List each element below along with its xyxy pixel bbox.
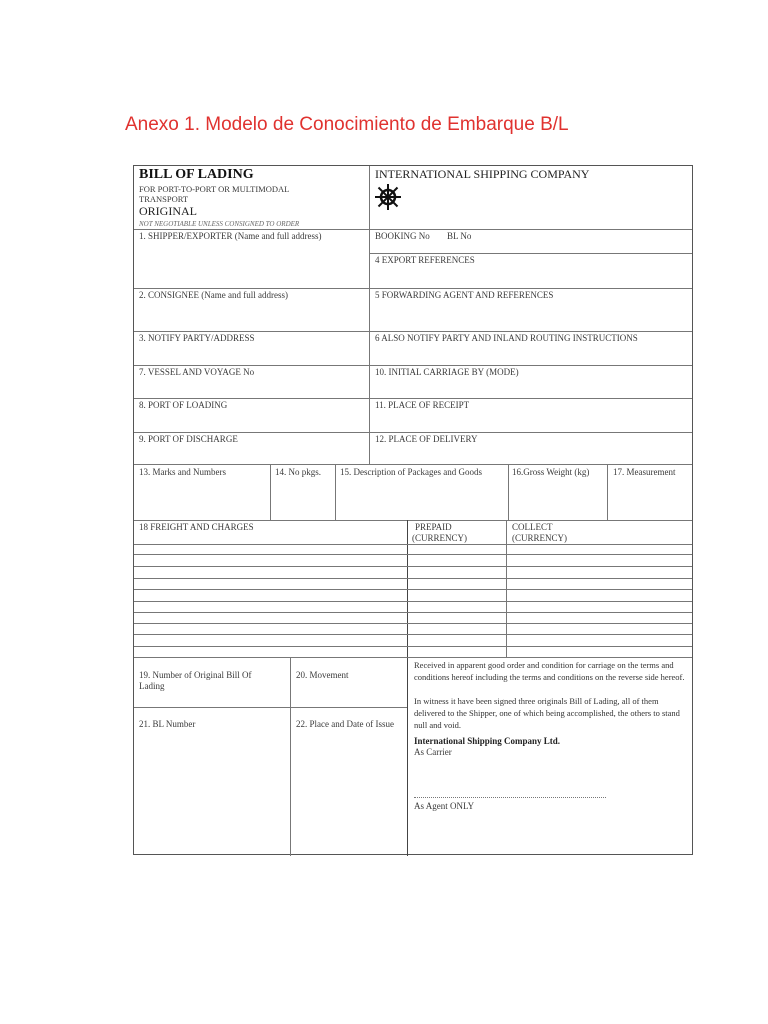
vessel-voyage-label: 7. VESSEL AND VOYAGE No [139,367,255,377]
bill-of-lading-form [133,165,693,855]
movement-label: 20. Movement [296,670,349,680]
consignee-field-label: 2. CONSIGNEE (Name and full address) [139,290,288,300]
marks-numbers-label: 13. Marks and Numbers [139,467,226,477]
place-date-issue-label: 22. Place and Date of Issue [296,719,394,729]
ship-wheel-icon [374,183,402,211]
initial-carriage-label: 10. INITIAL CARRIAGE BY (MODE) [375,367,519,377]
prepaid-label: PREPAID [415,522,452,532]
export-references-label: 4 EXPORT REFERENCES [375,255,475,265]
booking-field-label: BOOKING No [375,231,430,241]
collect-label: COLLECT [512,522,553,532]
form-subtitle-line2: TRANSPORT [139,194,189,204]
carrier-name-text: International Shipping Company Ltd. [414,736,561,746]
agent-signature-line [414,797,606,798]
not-negotiable-note: NOT NEGOTIABLE UNLESS CONSIGNED TO ORDER [139,220,300,228]
forwarding-agent-label: 5 FORWARDING AGENT AND REFERENCES [375,290,554,300]
as-agent-label: As Agent ONLY [414,801,475,811]
witness-clause-text: In witness it have been signed three originals Bill of Lading, all of them delivered to the Shipper, one of which being accomplished, the others to stand null and void. [414,696,680,730]
place-of-delivery-label: 12. PLACE OF DELIVERY [375,434,478,444]
shipper-field-label: 1. SHIPPER/EXPORTER (Name and full address) [139,231,322,241]
original-label: ORIGINAL [139,204,197,218]
prepaid-currency-label: (CURRENCY) [412,533,468,543]
bl-no-field-label: BL No [447,231,472,241]
form-subtitle-line1: FOR PORT-TO-PORT OR MULTIMODAL [139,184,290,194]
packages-count-label: 14. No pkgs. [275,467,322,477]
measurement-label: 17. Measurement [613,467,676,477]
port-of-loading-label: 8. PORT OF LOADING [139,400,228,410]
place-of-receipt-label: 11. PLACE OF RECEIPT [375,400,470,410]
original-bl-count-label: 19. Number of Original Bill Of Lading [139,670,252,691]
received-clause-text: Received in apparent good order and condition for carriage on the terms and conditions hereof including the terms and conditions on the reverse side hereof. [414,660,685,682]
also-notify-label: 6 ALSO NOTIFY PARTY AND INLAND ROUTING INSTRUCTIONS [375,333,638,343]
collect-currency-label: (CURRENCY) [512,533,568,543]
freight-charges-label: 18 FREIGHT AND CHARGES [139,522,254,532]
notify-party-label: 3. NOTIFY PARTY/ADDRESS [139,333,255,343]
gross-weight-label: 16.Gross Weight (kg) [512,467,590,477]
goods-description-label: 15. Description of Packages and Goods [340,467,482,477]
company-name: INTERNATIONAL SHIPPING COMPANY [375,167,590,181]
form-title: BILL OF LADING [139,167,254,182]
port-of-discharge-label: 9. PORT OF DISCHARGE [139,434,238,444]
as-carrier-label: As Carrier [414,747,452,757]
annex-title: Anexo 1. Modelo de Conocimiento de Embarque B/L [125,114,569,135]
bl-number-label: 21. BL Number [139,719,196,729]
